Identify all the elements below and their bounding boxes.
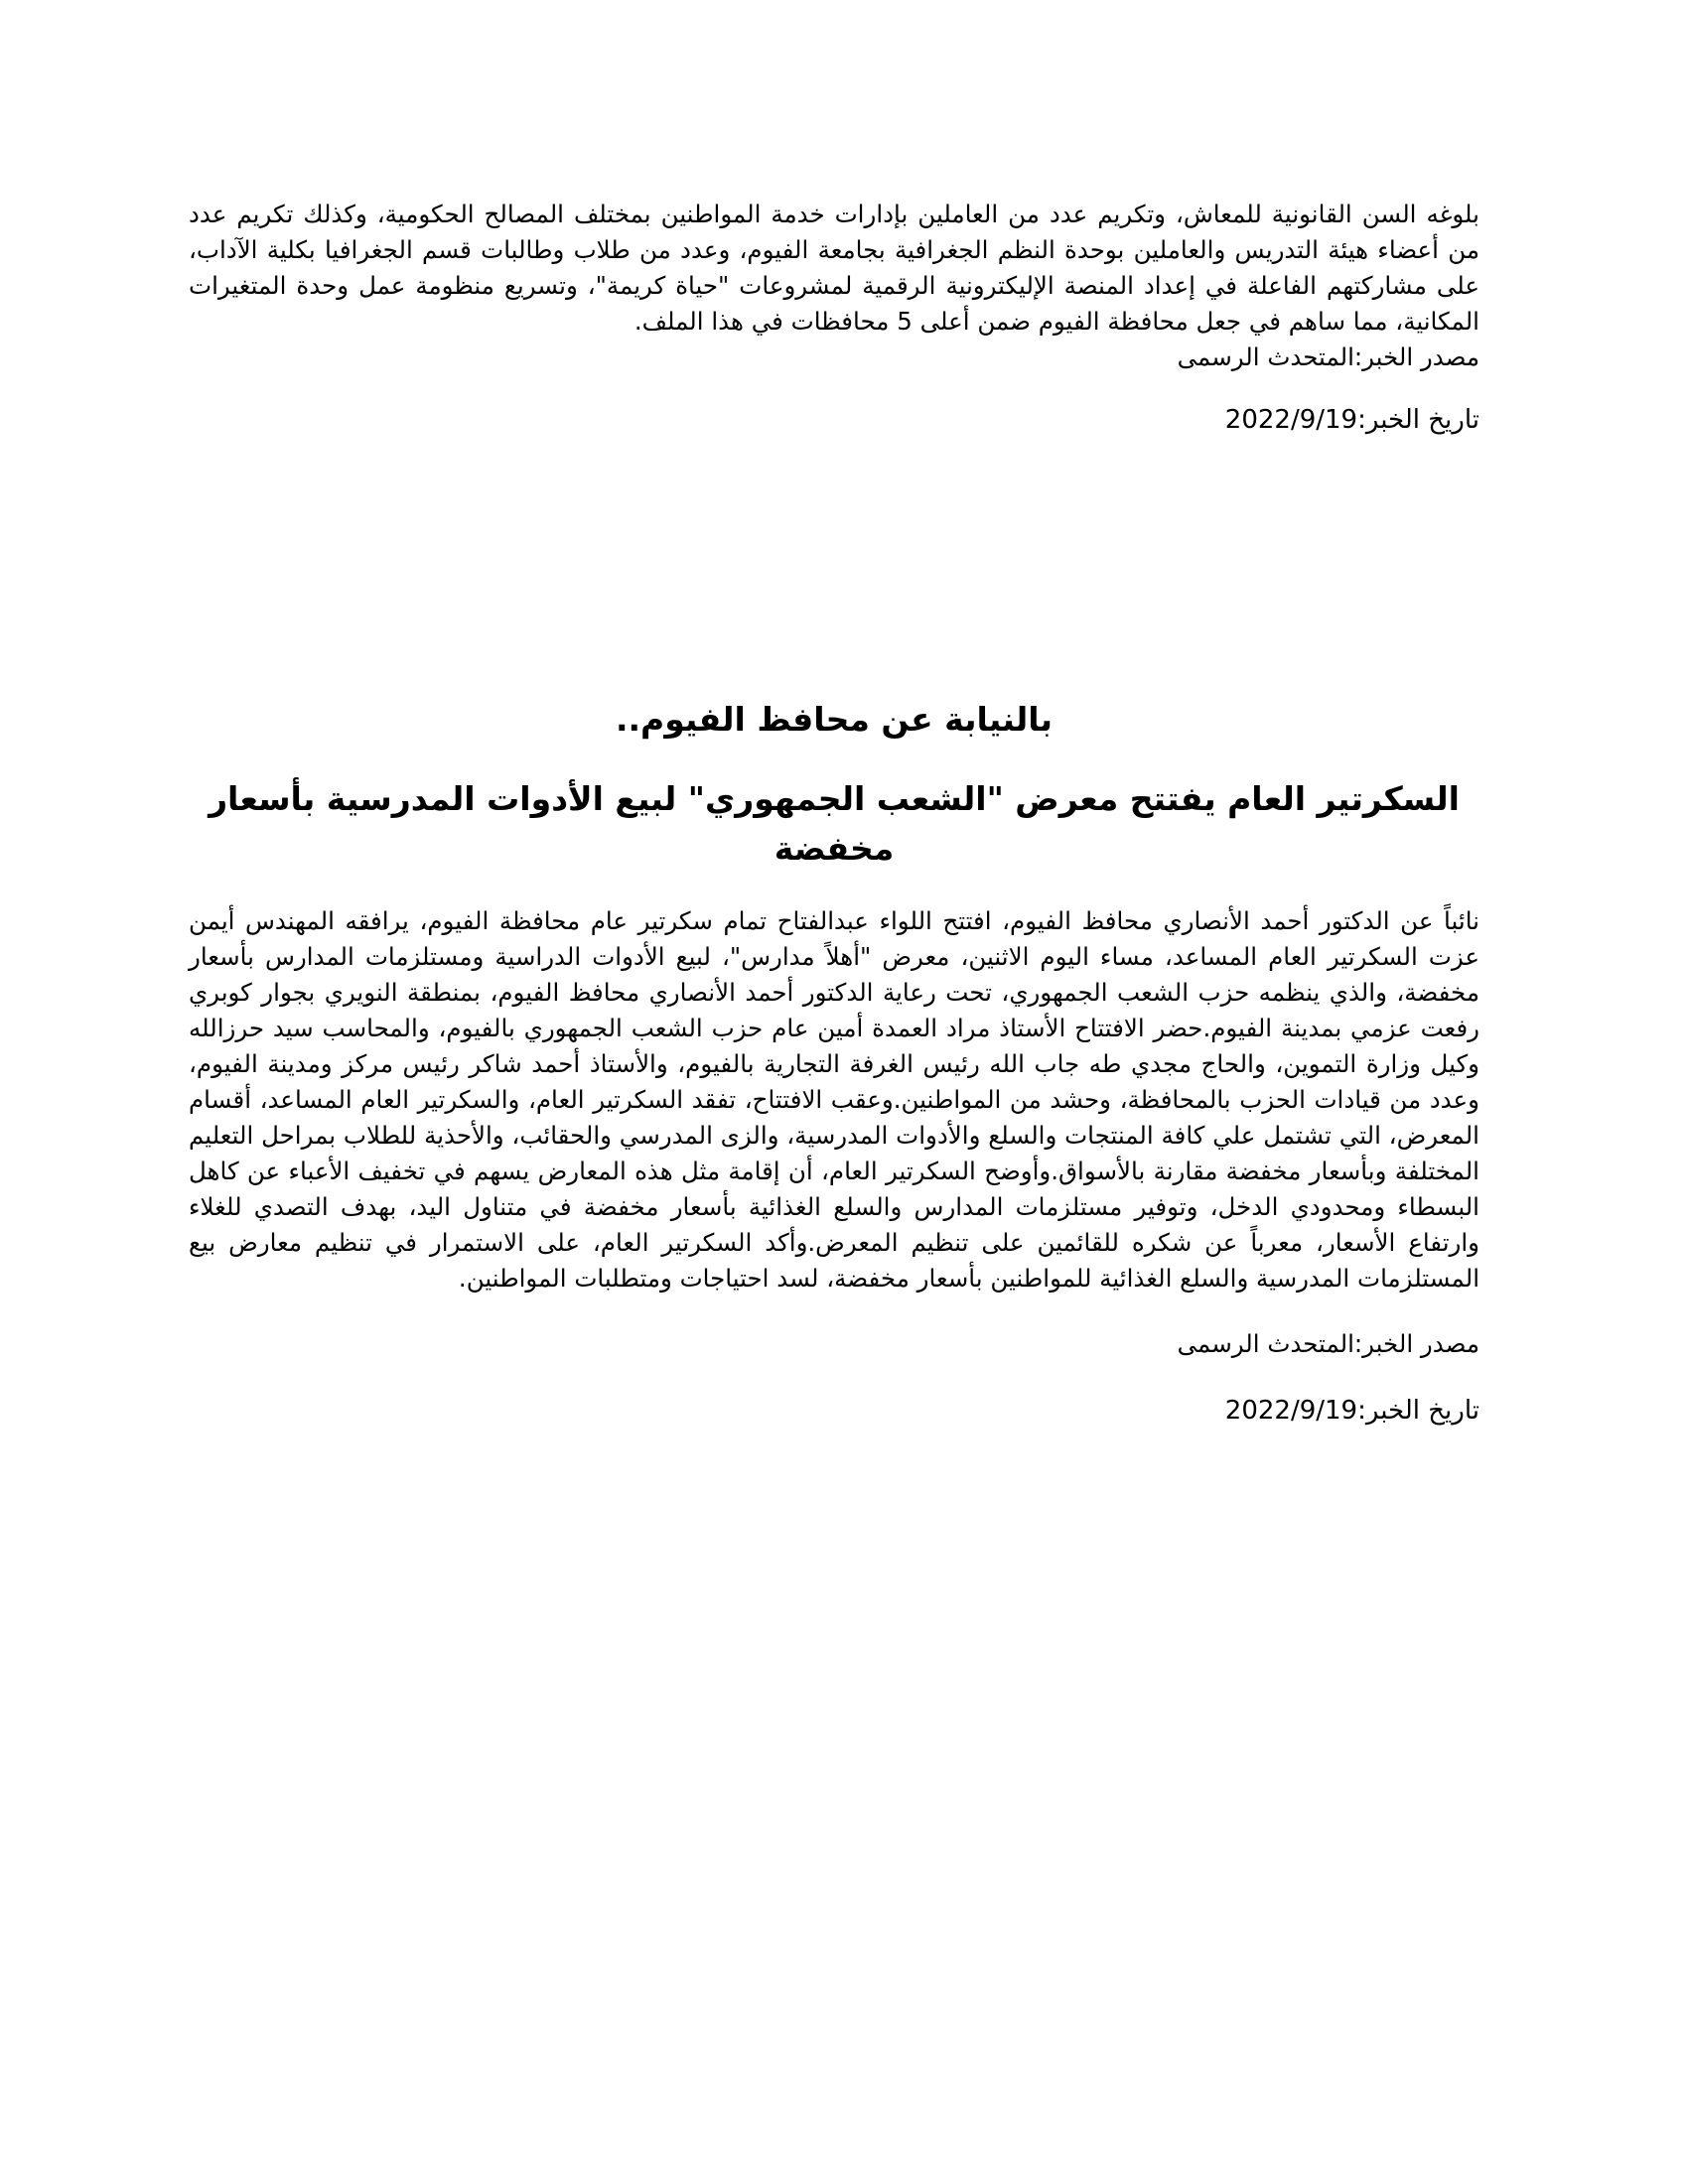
news-source: مصدر الخبر:المتحدث الرسمى [1177,342,1479,371]
news-source: مصدر الخبر:المتحدث الرسمى [1177,1329,1479,1358]
news-date: تاريخ الخبر:2022/9/19 [1224,1396,1479,1426]
news-section-continued [189,197,1479,439]
news-section [189,695,1479,1430]
news-subtitle: السكرتير العام يفتتح معرض "الشعب الجمهوري" لبيع الأدوات المدرسية بأسعار مخفضة [209,779,1460,868]
news-title: بالنيابة عن محافظ الفيوم.. [615,700,1054,739]
document-page [189,197,1479,1430]
news-body-paragraph: بلوغه السن القانونية للمعاش، وتكريم عدد من العاملين بإدارات خدمة المواطنين بمختلف المصالح الحكومية، وكذلك تكريم عدد من أعضاء هيئة التدريس والعاملين بوحدة النظم الجغرافية بجامعة الفيوم، وعدد من طلاب وطالبات قسم الجغرافيا بكلية الآداب، على مشاركتهم الفاعلة في إعداد المنصة الإليكترونية الرقمية لمشروعات "حياة كريمة"، وتسريع منظومة عمل وحدة المتغيرات المكانية، مما ساهم في جعل محافظة الفيوم ضمن أعلى 5 محافظات في هذا الملف. [189,200,1479,336]
news-date: تاريخ الخبر:2022/9/19 [1224,405,1479,435]
news-body-paragraph: نائباً عن الدكتور أحمد الأنصاري محافظ الفيوم، افتتح اللواء عبدالفتاح تمام سكرتير عام محافظة الفيوم، يرافقه المهندس أيمن عزت السكرتير العام المساعد، مساء اليوم الاثنين، معرض "أهلاً مدارس"، لبيع الأدوات الدراسية ومستلزمات المدارس بأسعار مخفضة، والذي ينظمه حزب الشعب الجمهوري، تحت رعاية الدكتور أحمد الأنصاري محافظ الفيوم، بمنطقة النويري بجوار كوبري رفعت عزمي بمدينة الفيوم.حضر الافتتاح الأستاذ مراد العمدة أمين عام حزب الشعب الجمهوري بالفيوم، والمحاسب سيد حرزالله وكيل وزارة التموين، والحاج مجدي طه جاب الله رئيس الغرفة التجارية بالفيوم، والأستاذ أحمد شاكر رئيس مركز ومدينة الفيوم، وعدد من قيادات الحزب بالمحافظة، وحشد من المواطنين.وعقب الافتتاح، تفقد السكرتير العام، والسكرتير العام المساعد، أقسام المعرض، التي تشتمل علي كافة المنتجات والسلع والأدوات المدرسية، والزى المدرسي والحقائب، والأحذية للطلاب بمراحل التعليم المختلفة وبأسعار مخفضة مقارنة بالأسواق.وأوضح السكرتير العام، أن إقامة مثل هذه المعارض يسهم في تخفيف الأعباء عن كاهل البسطاء ومحدودي الدخل، وتوفير مستلزمات المدارس والسلع الغذائية بأسعار مخفضة في متناول اليد، بهدف التصدي للغلاء وارتفاع الأسعار، معرباً عن شكره للقائمين على تنظيم المعرض.وأكد السكرتير العام، على الاستمرار في تنظيم معارض بيع المستلزمات المدرسية والسلع الغذائية للمواطنين بأسعار مخفضة، لسد احتياجات ومتطلبات المواطنين. [189,906,1479,1293]
